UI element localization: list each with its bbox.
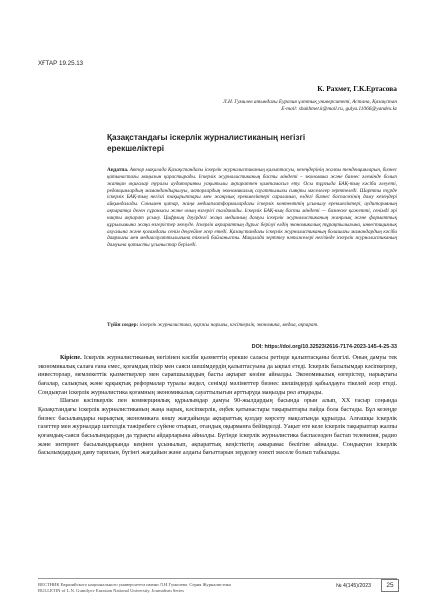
keywords-label: Түйін сөздер: [107,322,139,328]
journal-title-kz: ВЕСТНИК Евразийского национального университета имени Л.Н.Гумилева. Серия Журналистика [38,582,231,587]
author-affiliation [97,99,397,113]
paragraph-1-text: Іскерлік журналистиканың негізінен кәсіби қызметтің ерекше саласы ретінде қалыптасқаны белгілі. Оның дамуы тек экономикалық салаға ғана емес, қоғамдық пікір мен саяси шешімдердің қалыптасуына да ықпал етеді. Іскерлік басылымдар кәсіпкерлер, инвесторлар, мемлекеттік қызметкерлер мен сарапшылардың басты ақпарат көзіне айналды. Экономикалық өзгерістер, нарықтағы бағалар, салықтық және құқықтық реформалар туралы жедел, сенімді мәліметтер бизнес шешімдерді қабылдауға тікелей әсер етеді. Сондықтан іскерлік журналистика қоғамның экономикалық сауаттылығын арттыруда маңызды рөл атқарады. [38,355,397,396]
abstract-text: Автор мақалада Қазақстандағы іскерлік журналистиканың қалыптасуы, кезеңдерінің жалпы тенденцияларын, бизнес қатынастағы маңызын қарастырады. Іскерлік журналистиканың басты міндеті – экономика және бизнес әлемінде болып жатқан оқиғалар туралы аудиторияны уақытылы ақпаратпен қамтамасыз ету. Осы тұрғыда БАҚ-тың кәсіби әлеуеті, редакциялардың мамандандырылуы, авторлардың экономикалық сауаттылығы сияқты мәселелер зерттеледі. Шартты түрде іскерлік БАҚ-тың негізгі тақырыптары мен жанрлық ерекшеліктері сараланып, елдегі бизнес баспасөзінің даму кезеңдері айқындалады. Сонымен қатар, жаңа медиаплатформалардағы іскерлік контенттің ұсынылу ерекшеліктері, аудиторияның ақпаратқа деген сұранысы және оның өзгерісі талданады. Іскерлік БАҚ-ның басты міндеті — бизнеске қажетті, сенімді әрі нақты ақпарат ұсыну. Цифрлық дәуірдегі жаңа медианың дамуы іскерлік журналистиканың жанрлық және форматтық құрылымына жаңа өзгерістер әкелуде. Іскерлік ақпараттың дұрыс берілуі елдің экономикалық тұрақтылығына, инвестициялық ахуалына және қоғамдағы сенім деңгейіне әсер етеді. Қазақстандағы іскерлік журналистиканың болашағы мамандардың кәсіби даярлығы мен медиасауаттылығына тікелей байланысты. Мақалада зерттеу нәтижелері негізінде іскерлік журналистиканың дамуына қатысты ұсыныстар беріледі. [107,167,397,249]
journal-footer [38,582,338,594]
article-title: Қазақстандағы іскерлік журналистиканың негізгі ерекшеліктері [107,133,306,153]
page-number: 25 [381,579,399,592]
abstract [107,167,397,249]
irsti-code: ХҒТАР 19.25.13 [38,60,84,67]
footer-divider [38,578,397,579]
journal-title-en: BULLETIN of L.N. Gumilyov Eurasian National University. Journalism Series [38,588,185,593]
issue-number: № 4(145)/2023 [336,583,371,589]
intro-heading: Кіріспе. [60,355,82,361]
keywords-text: іскерлік журналистика, қаржы нарығы, кәсіпкерлік, экономика, медиа, ақпарат. [139,322,319,328]
keywords [107,322,397,329]
body-paragraph [38,397,397,458]
affiliation-email: E-mail: shakhmet.k@mail.ru, gulya.11066@yandex.kz [281,106,397,112]
abstract-label: Аңдатпа. [107,167,129,173]
article-authors: К. Рахмет, Г.К.Ертасова [317,84,397,93]
doi-link[interactable]: DOI: https://doi.org/10.32523/2616-7174-2023-145-4-25-33 [251,344,397,350]
body-paragraph [38,354,397,397]
article-body [38,354,397,458]
paragraph-2-text: Шағын кәсіпкерлік пен коммерциялық құрылымдар дамуы 90-жылдардың басында орын алып, XX ғасыр соңында Қазақстандағы іскерлік журналистиканың жаңа нарық, кәсіпкерлік, еңбек қатынастары тақырыптары пайда бола бастады. Бұл кезеңде бизнес басылымдары нарықтық экономикаға көшу жағдайында ақпараттық қолдау көрсету мақсатында құрылды. Алғашқы іскерлік газеттер мен журналдар шетелдік тәжірибеге сүйене отырып, отандық оқырманға бейімделді. Уақыт өте келе іскерлік тақырыптар жалпы қоғамдық-саяси басылымдардың да тұрақты айдарларына айналды. Бүгінде іскерлік журналистика баспасөзден бастап телевизия, радио және интернет басылымдарында кеңінен ұсынылып, ақпараттық кеңістіктің ажырамас бөлігіне айналды. Сондықтан іскерлік басылымдардың даму тарихын, бүгінгі жағдайын және алдағы бағыттарын зерделеу өзекті мәселе болып табылады. [38,398,397,457]
affiliation-university: Л.Н. Гумилев атындағы Еуразия ұлттық университеті, Астана, Қазақстан [223,99,397,105]
